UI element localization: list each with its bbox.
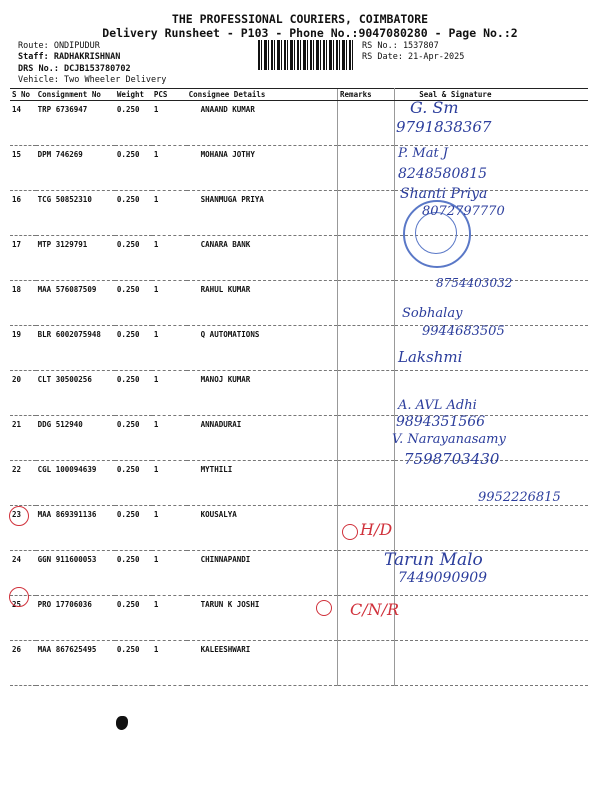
runsheet-table xyxy=(10,88,588,686)
row-weight: 0.250 xyxy=(115,281,152,326)
row-sno: 17 xyxy=(10,236,36,281)
row-consignee: Q AUTOMATIONS xyxy=(187,326,338,371)
row-consignment: CGL 100094639 xyxy=(36,461,115,506)
row-sno: 16 xyxy=(10,191,36,236)
row-consignee: KOUSALYA xyxy=(187,506,338,551)
row-consignee: MOHANA JOTHY xyxy=(187,146,338,191)
row-weight: 0.250 xyxy=(115,326,152,371)
row-pcs: 1 xyxy=(152,191,187,236)
row-pcs: 1 xyxy=(152,281,187,326)
col-consignee: Consignee Details xyxy=(187,89,338,101)
phone-24: 9952226815 xyxy=(478,490,561,505)
row-remarks xyxy=(338,146,395,191)
row-consignment: MAA 869391136 xyxy=(36,506,115,551)
row-sno: 18 xyxy=(10,281,36,326)
row-weight: 0.250 xyxy=(115,506,152,551)
row-pcs: 1 xyxy=(152,506,187,551)
barcode xyxy=(258,40,354,70)
phone-15: 8248580815 xyxy=(398,166,488,182)
row-signature xyxy=(395,596,588,641)
row-remarks xyxy=(338,641,395,686)
phone-14: 9791838367 xyxy=(396,118,492,136)
row-consignment: MTP 3129791 xyxy=(36,236,115,281)
row-remarks xyxy=(338,416,395,461)
col-consignment: Consignment No xyxy=(36,89,115,101)
phone-25: 7449090909 xyxy=(398,570,488,586)
row-remarks xyxy=(338,281,395,326)
phone-16: 8072797770 xyxy=(422,204,505,219)
table-header-row xyxy=(10,89,588,101)
row-pcs: 1 xyxy=(152,551,187,596)
row-weight: 0.250 xyxy=(115,461,152,506)
table-body xyxy=(10,101,588,686)
drs-number: DRS No.: DCJB153780702 xyxy=(18,64,131,74)
row-weight: 0.250 xyxy=(115,236,152,281)
signature-15: P. Mat J xyxy=(398,146,449,161)
col-pcs: PCS xyxy=(152,89,187,101)
route-label: Route: ONDIPUDUR xyxy=(18,41,100,51)
row-pcs: 1 xyxy=(152,371,187,416)
row-consignee: SHANMUGA PRIYA xyxy=(187,191,338,236)
row-consignment: GGN 911600053 xyxy=(36,551,115,596)
row-consignee: KALEESHWARI xyxy=(187,641,338,686)
row-remarks xyxy=(338,461,395,506)
row-signature xyxy=(395,641,588,686)
row-consignment: TRP 6736947 xyxy=(36,101,115,146)
row-sno: 23 xyxy=(10,506,36,551)
row-remarks xyxy=(338,236,395,281)
company-name: THE PROFESSIONAL COURIERS, COIMBATORE xyxy=(171,12,429,26)
row-signature xyxy=(395,506,588,551)
row-pcs: 1 xyxy=(152,641,187,686)
vehicle-label: Vehicle: Two Wheeler Delivery xyxy=(18,75,167,85)
table-row xyxy=(10,596,588,641)
phone-22: 7598703430 xyxy=(404,450,500,468)
row-pcs: 1 xyxy=(152,146,187,191)
table-row xyxy=(10,371,588,416)
row-sno: 26 xyxy=(10,641,36,686)
row-consignment: MAA 576087509 xyxy=(36,281,115,326)
staff-label: Staff: RADHAKRISHNAN xyxy=(18,52,121,62)
row-pcs: 1 xyxy=(152,101,187,146)
row-weight: 0.250 xyxy=(115,416,152,461)
table-row xyxy=(10,506,588,551)
row-consignment: DPM 746269 xyxy=(36,146,115,191)
signature-19: Sobhalay xyxy=(402,306,463,321)
row-consignee: TARUN K JOSHI xyxy=(187,596,338,641)
signature-25: Tarun Malo xyxy=(384,550,483,570)
signature-22: V. Narayanasamy xyxy=(392,432,506,447)
row-weight: 0.250 xyxy=(115,641,152,686)
row-sno: 21 xyxy=(10,416,36,461)
row-consignment: DDG 512940 xyxy=(36,416,115,461)
row-sno: 22 xyxy=(10,461,36,506)
signature-21: A. AVL Adhi xyxy=(398,398,477,413)
row-consignment: CLT 30500256 xyxy=(36,371,115,416)
row-remarks xyxy=(338,326,395,371)
signature-14: G. Sm xyxy=(410,98,459,117)
red-circle-24 xyxy=(9,506,29,526)
row-pcs: 1 xyxy=(152,326,187,371)
row-consignment: TCG 50852310 xyxy=(36,191,115,236)
row-remarks xyxy=(338,371,395,416)
row-consignee: MANOJ KUMAR xyxy=(187,371,338,416)
row-consignee: CHINNAPANDI xyxy=(187,551,338,596)
row-weight: 0.250 xyxy=(115,596,152,641)
remark-24: H/D xyxy=(360,520,393,539)
red-circle-26 xyxy=(9,587,29,607)
row-remarks xyxy=(338,101,395,146)
row-sno: 15 xyxy=(10,146,36,191)
row-consignee: RAHUL KUMAR xyxy=(187,281,338,326)
rs-date: RS Date: 21-Apr-2025 xyxy=(362,52,465,62)
col-remarks: Remarks xyxy=(338,89,395,101)
row-consignment: BLR 6002075948 xyxy=(36,326,115,371)
row-sno: 25 xyxy=(10,596,36,641)
row-sno: 20 xyxy=(10,371,36,416)
phone-19: 9944683505 xyxy=(422,324,505,339)
remark-26: C/N/R xyxy=(350,600,400,619)
col-signature: Seal & Signature xyxy=(395,89,588,101)
table-row xyxy=(10,146,588,191)
ink-blot xyxy=(116,716,128,730)
row-remarks xyxy=(338,191,395,236)
row-consignee: ANAAND KUMAR xyxy=(187,101,338,146)
row-consignee: ANNADURAI xyxy=(187,416,338,461)
table-row xyxy=(10,641,588,686)
row-weight: 0.250 xyxy=(115,101,152,146)
signature-16: Shanti Priya xyxy=(400,186,488,202)
row-consignment: MAA 867625495 xyxy=(36,641,115,686)
table-row xyxy=(10,101,588,146)
row-consignee: MYTHILI xyxy=(187,461,338,506)
col-weight: Weight xyxy=(115,89,152,101)
red-circle-remark-24 xyxy=(342,524,358,540)
signature-20: Lakshmi xyxy=(398,348,463,366)
row-consignment: PRO 17706036 xyxy=(36,596,115,641)
rs-number: RS No.: 1537807 xyxy=(362,41,439,51)
table-row xyxy=(10,551,588,596)
row-sno: 14 xyxy=(10,101,36,146)
phone-21: 9894351566 xyxy=(396,414,486,430)
row-consignee: CANARA BANK xyxy=(187,236,338,281)
row-pcs: 1 xyxy=(152,596,187,641)
row-weight: 0.250 xyxy=(115,551,152,596)
row-weight: 0.250 xyxy=(115,371,152,416)
phone-18: 8754403032 xyxy=(436,276,513,290)
row-pcs: 1 xyxy=(152,461,187,506)
row-weight: 0.250 xyxy=(115,146,152,191)
col-sno: S No xyxy=(10,89,36,101)
row-weight: 0.250 xyxy=(115,191,152,236)
row-pcs: 1 xyxy=(152,416,187,461)
row-pcs: 1 xyxy=(152,236,187,281)
table-row xyxy=(10,236,588,281)
runsheet-title: Delivery Runsheet - P103 - Phone No.:9047080280 - Page No.:2 xyxy=(102,26,518,40)
row-sno: 24 xyxy=(10,551,36,596)
red-circle-remark-26 xyxy=(316,600,332,616)
row-sno: 19 xyxy=(10,326,36,371)
